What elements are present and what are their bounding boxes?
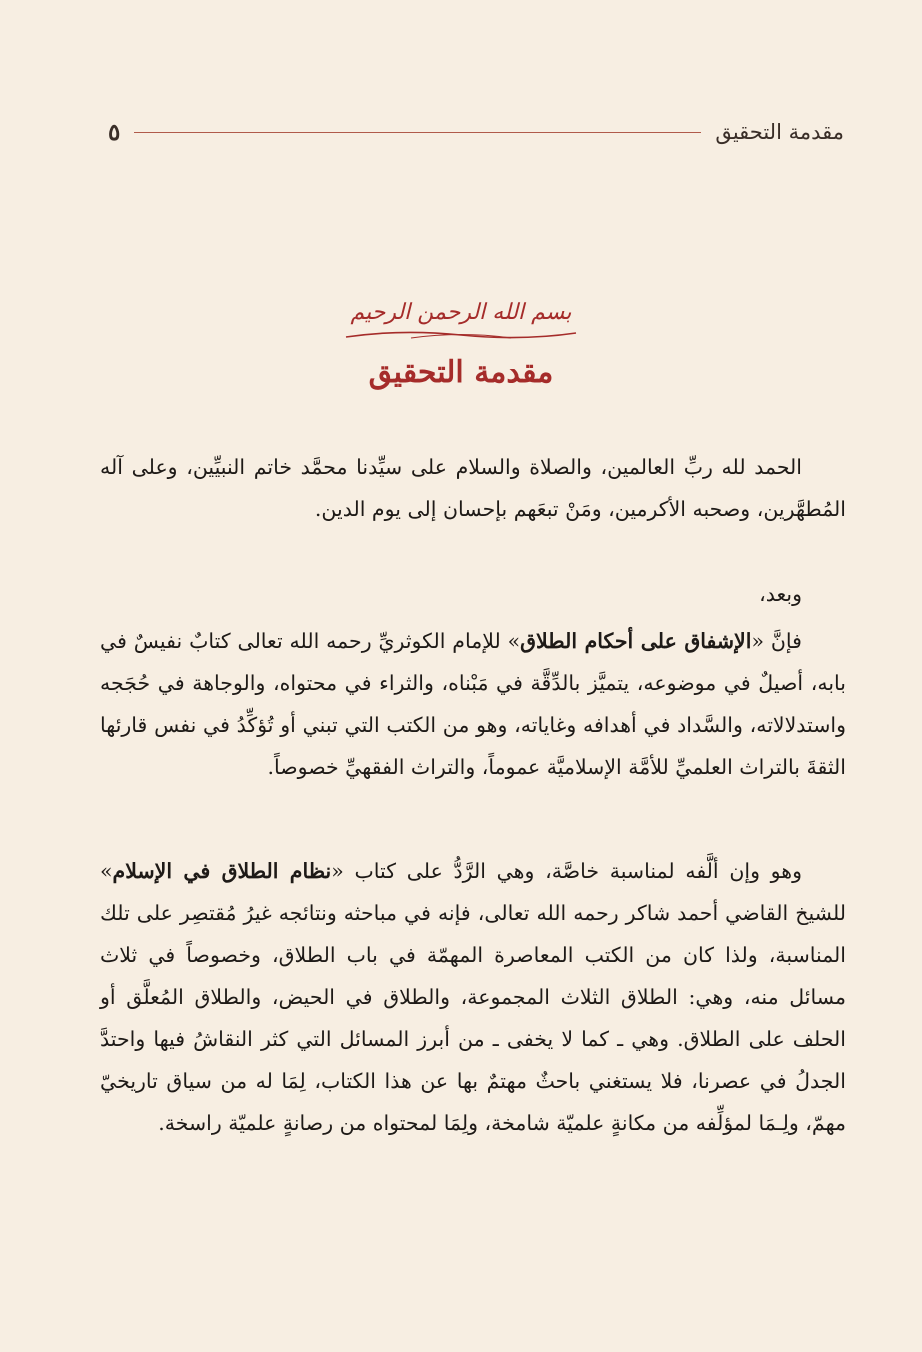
header-rule [134,132,701,133]
paragraph-4-rest: » للشيخ القاضي أحمد شاكر رحمه الله تعالى، فإنه في مباحثه ونتائجه غيرُ مُقتصِر على تلك المناسبة، ولذا كان من الكتب المعاصرة المهمّة في باب الطلاق، وخصوصاً في ثلاث مسائل منه، وهي: الطلاق الثلاث المجموعة، والطلاق في الحيض، والطلاق المُعلَّق أو الحلف على الطلاق. وهي ـ كما لا يخفى ـ من أبرز المسائل التي كثر النقاشُ فيها واحتدَّ الجدلُ في عصرنا، فلا يستغني باحثٌ مهتمٌ بها عن هذا الكتاب، لِمَا له من سياق تاريخيّ مهمّ، ولِـمَا لمؤلِّفه من مكانةٍ علميّة شامخة، ولِمَا لمحتواه من رصانةٍ علميّة راسخة. [100,859,846,1135]
section-title: مقدمة التحقيق [368,355,554,390]
running-header [108,112,844,152]
paragraph-4-open: وهو وإن ألَّفه لمناسبة خاصَّة، وهي الرَّدُّ على كتاب « [331,859,802,883]
book-title-ishfaq: الإشفاق على أحكام الطلاق [520,629,752,653]
basmala-flourish-icon [341,325,581,343]
running-title: مقدمة التحقيق [715,120,844,144]
paragraph-3 [100,620,846,788]
paragraph-3-rest: » للإمام الكوثريِّ رحمه الله تعالى كتابٌ نفيسٌ في بابه، أصيلٌ في موضوعه، يتميَّز بالدِّقَّة في مَبْناه، والثراء في محتواه، والوجاهة في حُجَجه واستدلالاته، والسَّداد في أهدافه وغاياته، وهو من الكتب التي تبني أو تُؤكِّدُ في نفس قارئها الثقةَ بالتراث العلميِّ للأمَّة الإسلاميَّة عموماً، والتراث الفقهيِّ خصوصاً. [100,629,846,779]
paragraph-2: وبعد، [759,582,802,606]
basmala [0,300,922,343]
basmala-text: بسم الله الرحمن الرحيم [350,300,572,325]
page-number: ٥ [108,118,121,146]
book-title-nizam: نظام الطلاق في الإسلام [112,859,332,883]
paragraph-4 [100,850,846,1144]
paragraph-3-open: فإنَّ « [751,629,802,653]
paragraph-1: الحمد لله ربِّ العالمين، والصلاة والسلام على سيِّدنا محمَّد خاتم النبيِّين، وعلى آله المُطهَّرين، وصحبه الأكرمين، ومَنْ تبعَهم بإحسان إلى يوم الدين. [100,455,846,521]
